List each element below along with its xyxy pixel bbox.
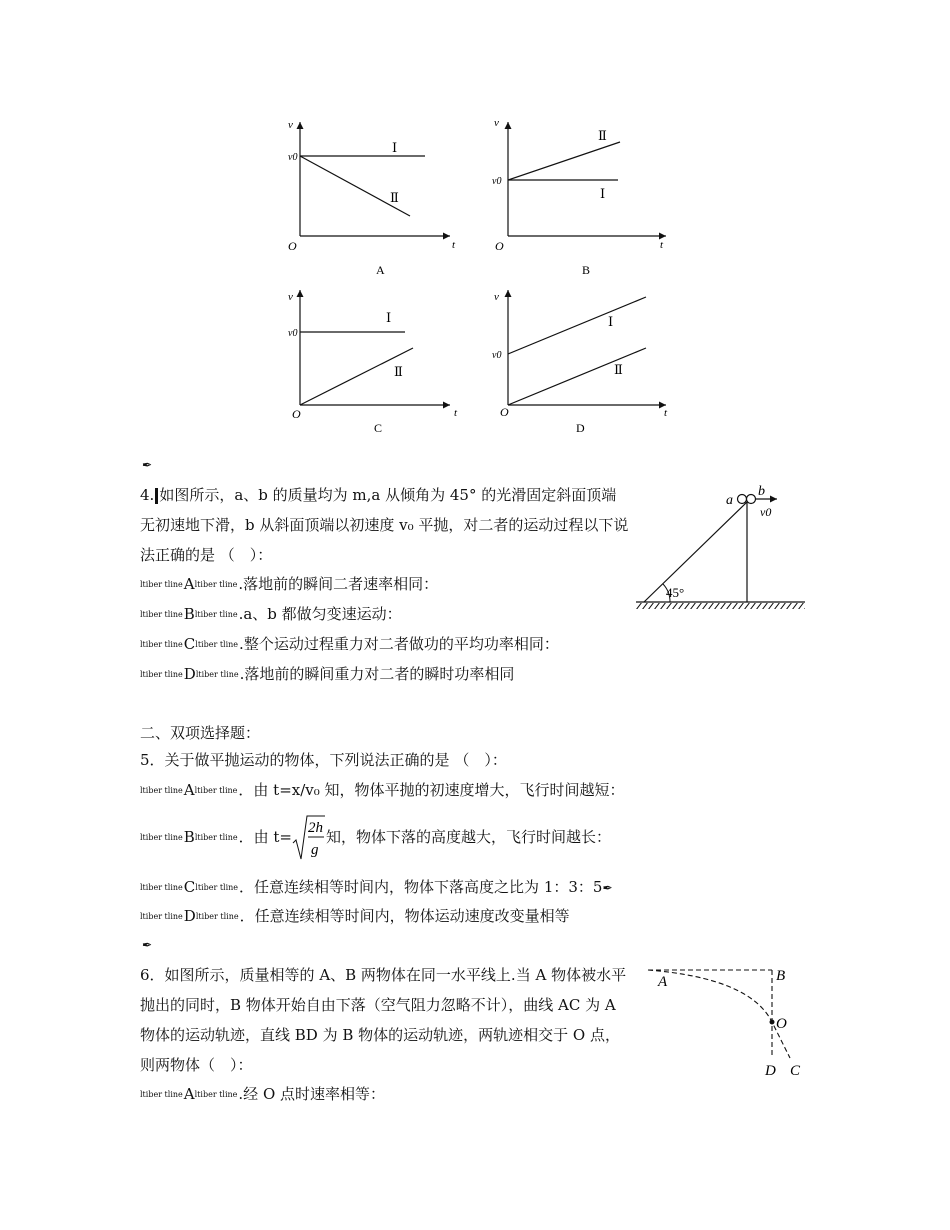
option-mark-icon: ltiber tline [140,610,183,619]
ball-b-icon [747,495,756,504]
graph-d-line-I [508,297,646,354]
graph-b-v0-label: v0 [492,176,502,187]
option-mark-icon: ltiber tline [140,580,183,589]
option-text: .经 O 点时速率相等： [238,1085,386,1103]
graph-c-origin: O [292,407,301,421]
label-v0: v0 [760,505,772,519]
q4-option-c[interactable] [140,634,559,654]
anchor-icon: ✒ [142,938,153,952]
q6-option-a[interactable] [140,1084,385,1104]
option-letter: A [183,575,195,593]
curve-ac [648,970,790,1058]
graph-d-t-label: t [664,407,668,419]
option-text: ．任意连续相等时间内，物体运动速度改变量相等 [239,907,570,925]
incline-slope [644,502,747,602]
graph-a-t-label: t [452,239,456,251]
option-mark-icon: ltiber tline [194,580,238,589]
graph-a [288,119,456,277]
option-letter: B [183,828,195,846]
option-text: ．任意连续相等时间内，物体下落高度之比为 1：3：5 [239,878,603,896]
graph-c-I-label: Ⅰ [386,310,392,325]
graph-b-v-label: v [494,117,499,129]
formula-denominator: g [310,842,319,858]
graph-b [492,117,666,277]
section-2-heading: 二、双项选择题： [140,724,261,742]
option-mark-icon: ltiber tline [195,640,239,649]
option-mark-icon: ltiber tline [140,833,183,842]
graph-d-v-label: v [494,291,499,303]
option-mark-icon: ltiber tline [140,640,183,649]
q4-number: 4. [140,486,155,504]
option-text-pre: ．由 t= [238,828,292,846]
q5-option-c[interactable] [140,877,613,898]
graph-a-v0-label: v0 [288,152,298,163]
anchor-icon: ✒ [142,458,153,472]
option-mark-icon: ltiber tline [195,670,239,679]
q4-incline-figure [630,482,810,612]
graph-d [492,290,668,435]
graph-c-t-label: t [454,407,458,419]
option-mark-icon: ltiber tline [140,883,183,892]
graph-a-II-label: Ⅱ [390,190,399,205]
graph-b-line-II [508,142,620,180]
option-mark-icon: ltiber tline [140,912,183,921]
option-mark-icon: ltiber tline [140,786,183,795]
option-letter: C [183,635,196,653]
option-mark-icon: ltiber tline [194,1090,238,1099]
option-text: .落地前的瞬间二者速率相同： [238,575,439,593]
graph-c [288,290,458,435]
graph-b-I-label: Ⅰ [600,186,606,201]
graph-d-I-label: Ⅰ [608,314,614,329]
option-letter: D [183,907,196,925]
option-letter: A [183,781,195,799]
q6-stem: 6．如图所示，质量相等的 A、B 两物体在同一水平线上.当 A 物体被水平抛出的同时，B 物体开始自由下落（空气阻力忽略不计），曲线 AC 为 A 物体的运动轨迹，直线 BD 为 B 物体的运动轨迹，两轨迹相交于 O 点，则两物体（ ）： [140,966,627,1074]
graph-d-caption: D [576,421,585,435]
graph-a-I-label: Ⅰ [392,140,398,155]
option-text: ．由 t=x/v₀ 知，物体平抛的初速度增大，飞行时间越短： [238,781,625,799]
text-cursor [155,488,158,504]
q4-option-b[interactable] [140,604,402,624]
option-mark-icon: ltiber tline [194,786,238,795]
option-letter: B [183,605,195,623]
formula-numerator: 2h [307,820,323,836]
graph-b-caption: B [582,263,591,277]
option-text: .落地前的瞬间重力对二者的瞬时功率相同 [239,665,515,683]
label-B: B [776,968,786,984]
graph-b-t-label: t [660,239,664,251]
label-A: A [658,974,668,990]
graph-b-origin: O [495,239,504,253]
option-text: .a、b 都做匀变速运动： [238,605,402,623]
q6-trajectory-figure [640,958,820,1088]
label-D: D [765,1063,776,1079]
q5-stem: 5．关于做平抛运动的物体，下列说法正确的是 （ ）： [140,751,507,769]
option-text: .整个运动过程重力对二者做功的平均功率相同： [239,635,559,653]
graph-d-line-II [508,348,646,405]
graph-d-v0-label: v0 [492,350,502,361]
graph-a-line-II [300,156,410,216]
graph-d-origin: O [500,405,509,419]
option-mark-icon: ltiber tline [194,833,238,842]
q4-stem [140,480,630,570]
graph-d-II-label: Ⅱ [614,362,623,377]
point-o-icon [770,1020,775,1025]
option-letter: D [183,665,196,683]
graph-c-v0-label: v0 [288,328,298,339]
option-mark-icon: ltiber tline [194,610,238,619]
vt-graphs-figure [270,110,690,440]
option-mark-icon: ltiber tline [140,670,183,679]
q4-option-a[interactable] [140,574,438,594]
q5-option-a[interactable] [140,780,625,800]
label-b: b [758,484,765,499]
option-letter: C [183,878,196,896]
q4-stem-text: 如图所示，a、b 的质量均为 m,a 从倾角为 45° 的光滑固定斜面顶端无初速地下滑，b 从斜面顶端以初速度 v₀ 平抛，对二者的运动过程以下说法正确的是 （ ）： [140,486,629,564]
option-letter: A [183,1085,195,1103]
anchor-icon: ✒ [602,881,613,895]
option-text: 知，物体下落的高度越大，飞行时间越长： [325,828,611,846]
graph-c-caption: C [374,421,383,435]
label-45deg: 45° [666,585,685,600]
graph-b-II-label: Ⅱ [598,128,607,143]
label-a: a [726,493,733,508]
option-mark-icon: ltiber tline [195,883,239,892]
option-mark-icon: ltiber tline [195,912,239,921]
sqrt-2h-over-g-formula [292,813,326,863]
graph-a-origin: O [288,239,297,253]
graph-c-II-label: Ⅱ [394,364,403,379]
label-C: C [790,1063,801,1079]
ball-a-icon [738,495,747,504]
graph-a-caption: A [376,263,385,277]
graph-c-v-label: v [288,291,293,303]
graph-a-v-label: v [288,119,293,131]
label-O: O [776,1016,787,1032]
q5-option-b[interactable] [140,812,611,863]
q5-option-d[interactable] [140,906,570,926]
option-mark-icon: ltiber tline [140,1090,183,1099]
q4-option-d[interactable] [140,664,514,684]
